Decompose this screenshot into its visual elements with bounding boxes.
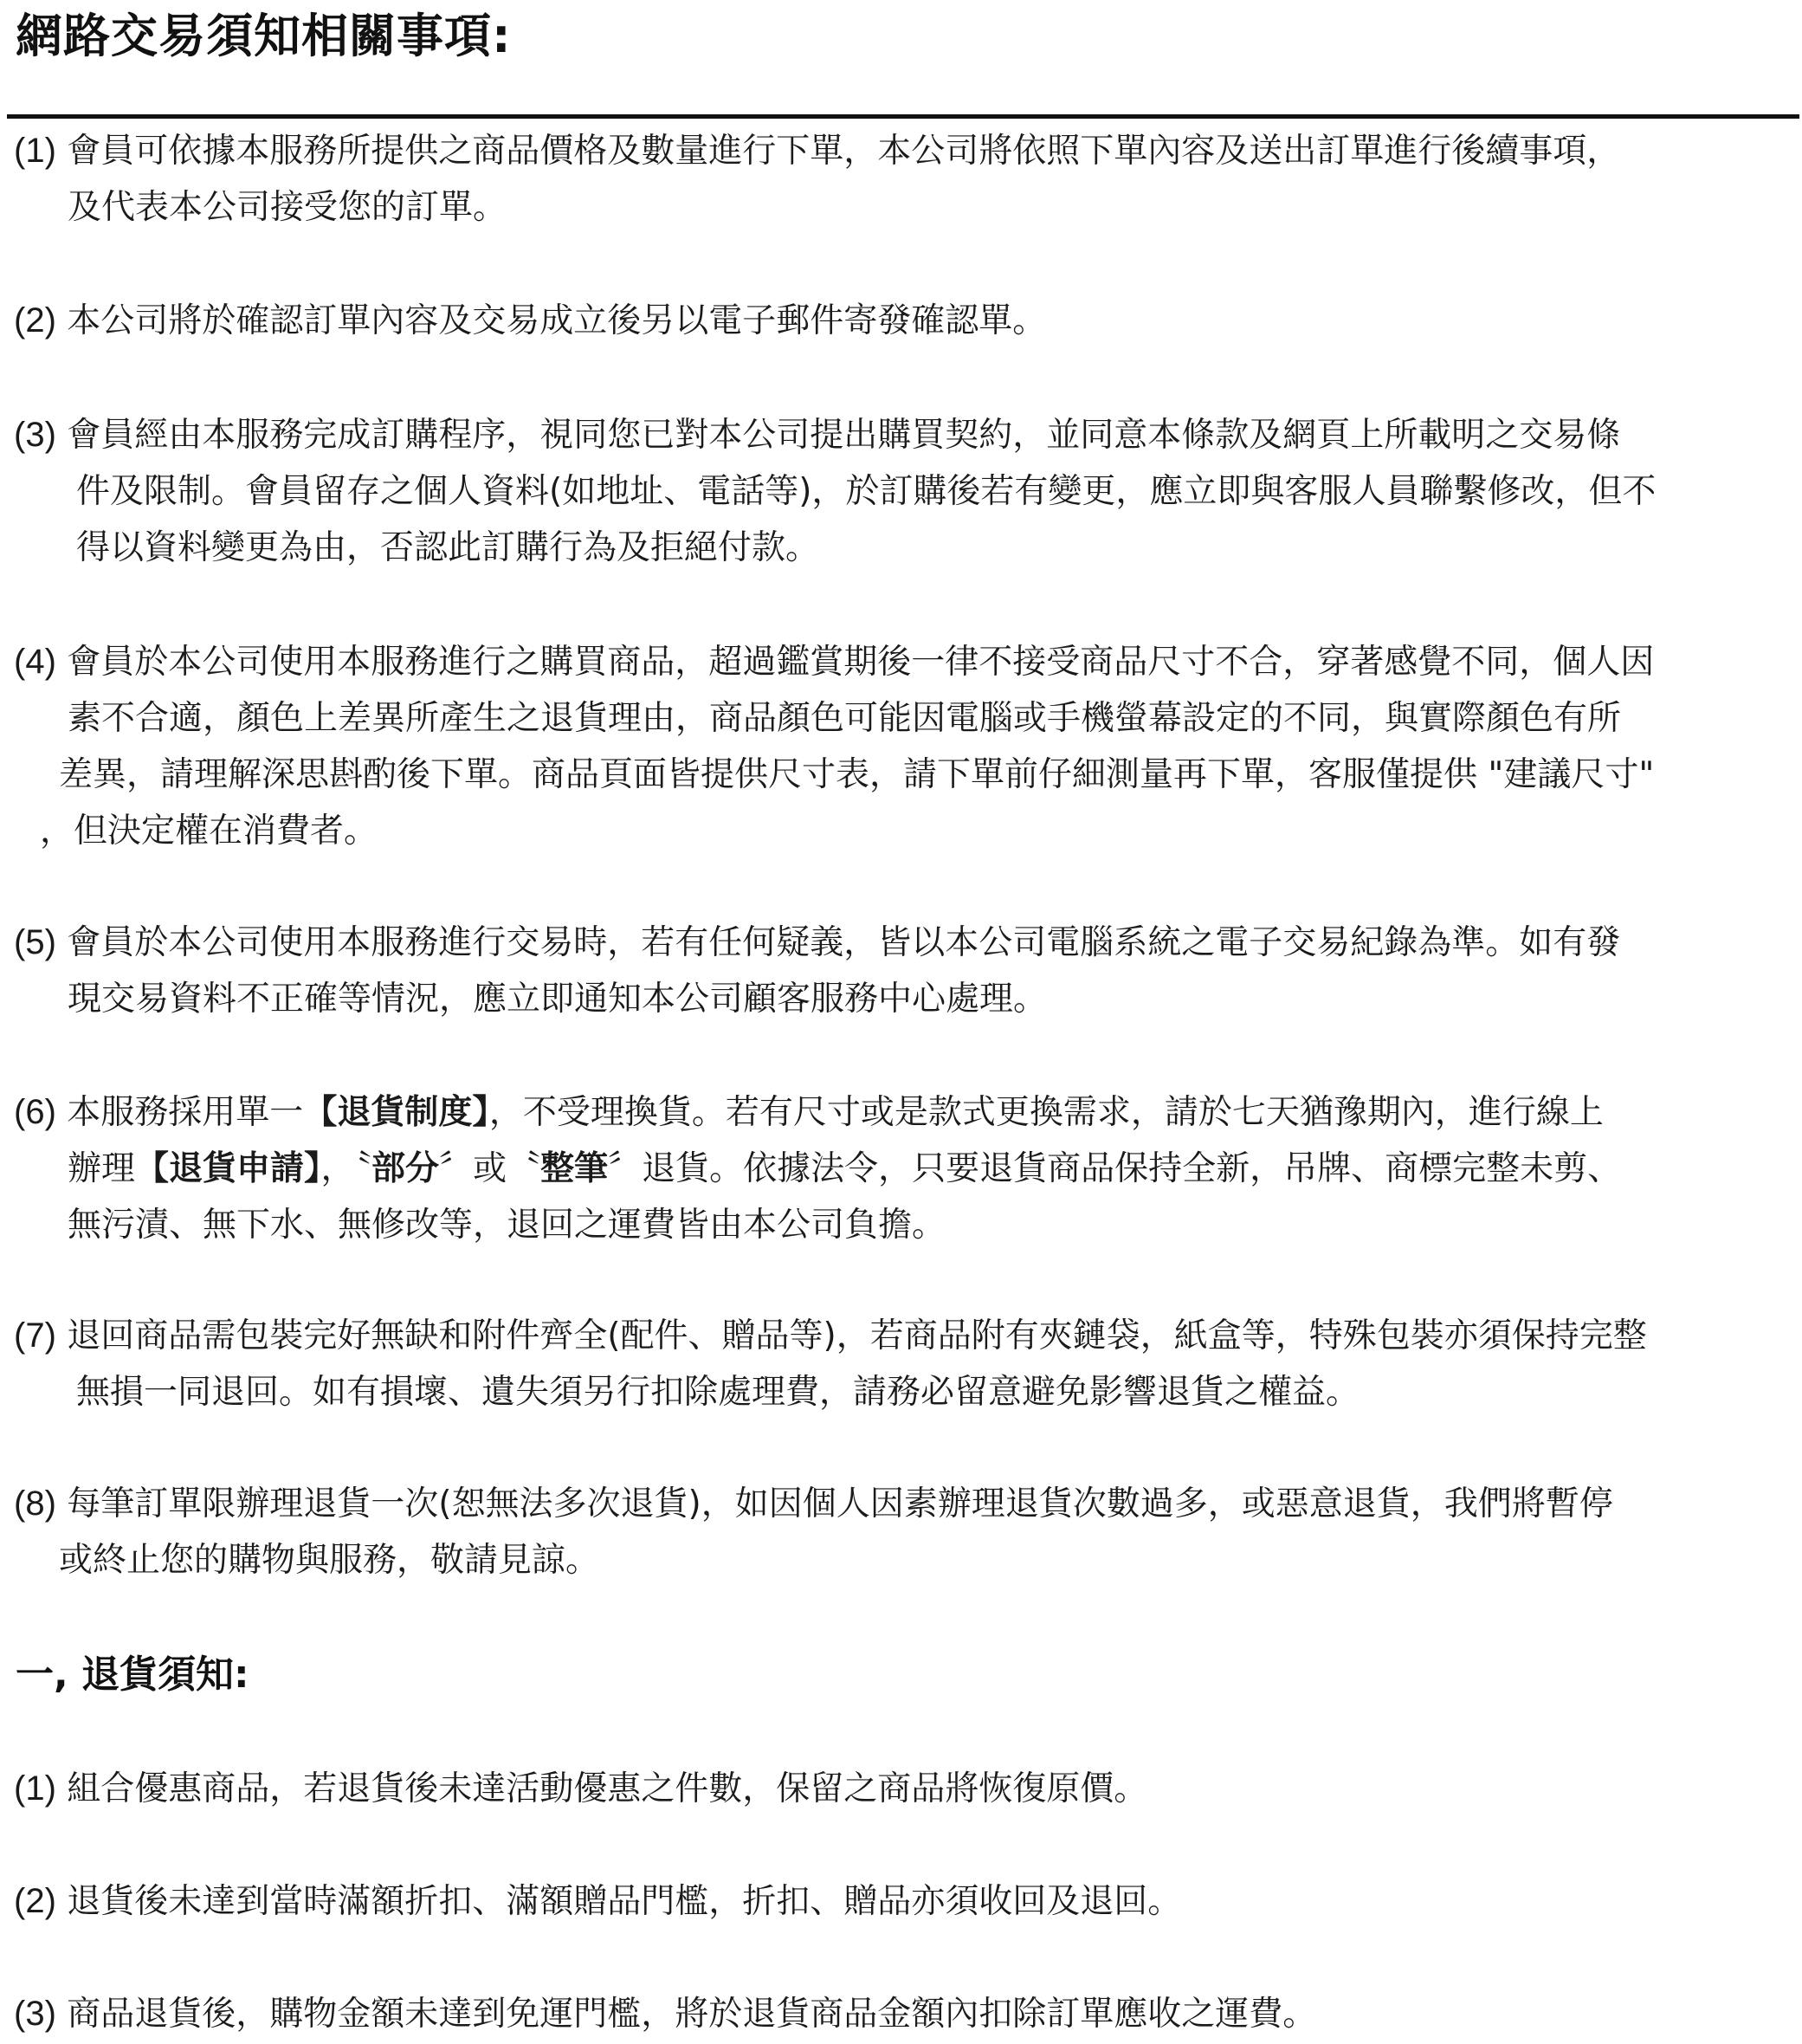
- item-number: (6): [14, 1093, 56, 1131]
- item-line: [14, 1476, 1780, 1532]
- item-text: ，不受理換貨。若有尺寸或是款式更換需求，請於七天猶豫期內，進行線上: [488, 1093, 1604, 1132]
- item-text: 會員於本公司使用本服務進行交易時，若有任何疑義，皆以本公司電腦系統之電子交易紀錄為準。如有發: [67, 923, 1621, 962]
- title-divider: [7, 114, 1799, 119]
- item-number: (4): [14, 643, 56, 681]
- terms-item-4: [14, 634, 1780, 859]
- item-number: (1): [14, 132, 56, 170]
- item-line: 現交易資料不正確等情況，應立即通知本公司顧客服務中心處理。: [68, 980, 1048, 1019]
- item-number: (8): [14, 1484, 56, 1523]
- item-line: [14, 1141, 1780, 1197]
- item-line: 得以資料變更為由，否認此訂購行為及拒絕付款。: [76, 528, 820, 567]
- item-line: [14, 1308, 1780, 1364]
- item-line: 及代表本公司接受您的訂單。: [68, 188, 507, 227]
- item-line: ，但決定權在消費者。: [40, 812, 378, 851]
- item-line: [14, 1761, 1780, 1817]
- item-line: 無損一同退回。如有損壞、遺失須另行扣除處理費，請務必留意避免影響退貨之權益。: [76, 1373, 1360, 1412]
- terms-item-7: [14, 1308, 1780, 1420]
- item-text: 商品退貨後，購物金額未達到免運門檻，將於退貨商品金額內扣除訂單應收之運費。: [67, 1995, 1317, 2034]
- item-number: (5): [14, 923, 56, 961]
- item-line: [14, 1084, 1780, 1141]
- return-item-3: [14, 1986, 1780, 2042]
- item-line: 或終止您的購物與服務，敬請見諒。: [59, 1541, 600, 1580]
- item-number: (2): [14, 301, 56, 340]
- item-line: [14, 1986, 1780, 2042]
- item-line: 差異，請理解深思斟酌後下單。商品頁面皆提供尺寸表，請下單前仔細測量再下單，客服僅提供 "建議尺寸": [59, 755, 1655, 794]
- terms-item-8: [14, 1476, 1780, 1588]
- partial-emphasis: 部分: [371, 1149, 440, 1188]
- return-policy-emphasis: 【退貨制度】: [303, 1093, 489, 1132]
- item-line: [14, 293, 1780, 349]
- item-text: 退貨後未達到當時滿額折扣、滿額贈品門檻，折扣、贈品亦須收回及退回。: [67, 1882, 1182, 1921]
- item-text: 組合優惠商品，若退貨後未達活動優惠之件數，保留之商品將恢復原價。: [67, 1769, 1148, 1808]
- return-item-1: [14, 1761, 1780, 1817]
- item-line: [14, 915, 1780, 971]
- terms-item-3: [14, 407, 1780, 576]
- item-line: [14, 407, 1780, 463]
- item-line: [14, 634, 1780, 690]
- item-text: 會員於本公司使用本服務進行之購買商品，超過鑑賞期後一律不接受商品尺寸不合，穿著感覺不同，個人因: [67, 643, 1655, 682]
- item-number: (7): [14, 1316, 56, 1355]
- item-number: (3): [14, 1995, 56, 2033]
- item-line: 素不合適，顏色上差異所產生之退貨理由，商品顏色可能因電腦或手機螢幕設定的不同，與實際顏色有所: [68, 699, 1622, 738]
- whole-order-emphasis: 整筆: [540, 1149, 609, 1188]
- item-text: 會員經由本服務完成訂購程序，視同您已對本公司提出購買契約，並同意本條款及網頁上所載明之交易條: [67, 416, 1621, 455]
- item-line: [14, 123, 1780, 179]
- terms-item-6: [14, 1084, 1780, 1253]
- item-text: 〞或〝: [439, 1149, 541, 1188]
- item-number: (1): [14, 1769, 56, 1808]
- section-title: 一, 退貨須知:: [16, 1653, 249, 1697]
- return-item-2: [14, 1873, 1780, 1930]
- terms-item-2: [14, 293, 1780, 349]
- item-line: [14, 1873, 1780, 1930]
- item-text: 退回商品需包裝完好無缺和附件齊全(配件、贈品等)，若商品附有夾鏈袋，紙盒等，特殊包裝亦須保持完整: [67, 1316, 1647, 1355]
- item-text: 會員可依據本服務所提供之商品價格及數量進行下單，本公司將依照下單內容及送出訂單進行後續事項，: [67, 132, 1621, 171]
- item-number: (2): [14, 1882, 56, 1920]
- item-line: 件及限制。會員留存之個人資料(如地址、電話等)，於訂購後若有變更，應立即與客服人員聯繫修改，但不: [76, 472, 1657, 511]
- item-text: ，〝: [320, 1149, 372, 1188]
- item-text: 每筆訂單限辦理退貨一次(恕無法多次退貨)，如因個人因素辦理退貨次數過多，或惡意退貨，我們將暫停: [67, 1484, 1613, 1523]
- terms-item-1: [14, 123, 1780, 236]
- item-text: 本公司將於確認訂單內容及交易成立後另以電子郵件寄發確認單。: [67, 301, 1047, 340]
- item-number: (3): [14, 416, 56, 454]
- return-request-emphasis: 【退貨申請】: [135, 1149, 321, 1188]
- item-line: 無污漬、無下水、無修改等，退回之運費皆由本公司負擔。: [68, 1206, 946, 1245]
- terms-item-5: [14, 915, 1780, 1027]
- item-text: 〞退貨。依據法令，只要退貨商品保持全新，吊牌、商標完整未剪、: [608, 1149, 1622, 1188]
- item-text: 辦理: [68, 1149, 136, 1188]
- page-title: 網路交易須知相關事項:: [16, 9, 512, 63]
- item-text: 本服務採用單一: [67, 1093, 304, 1132]
